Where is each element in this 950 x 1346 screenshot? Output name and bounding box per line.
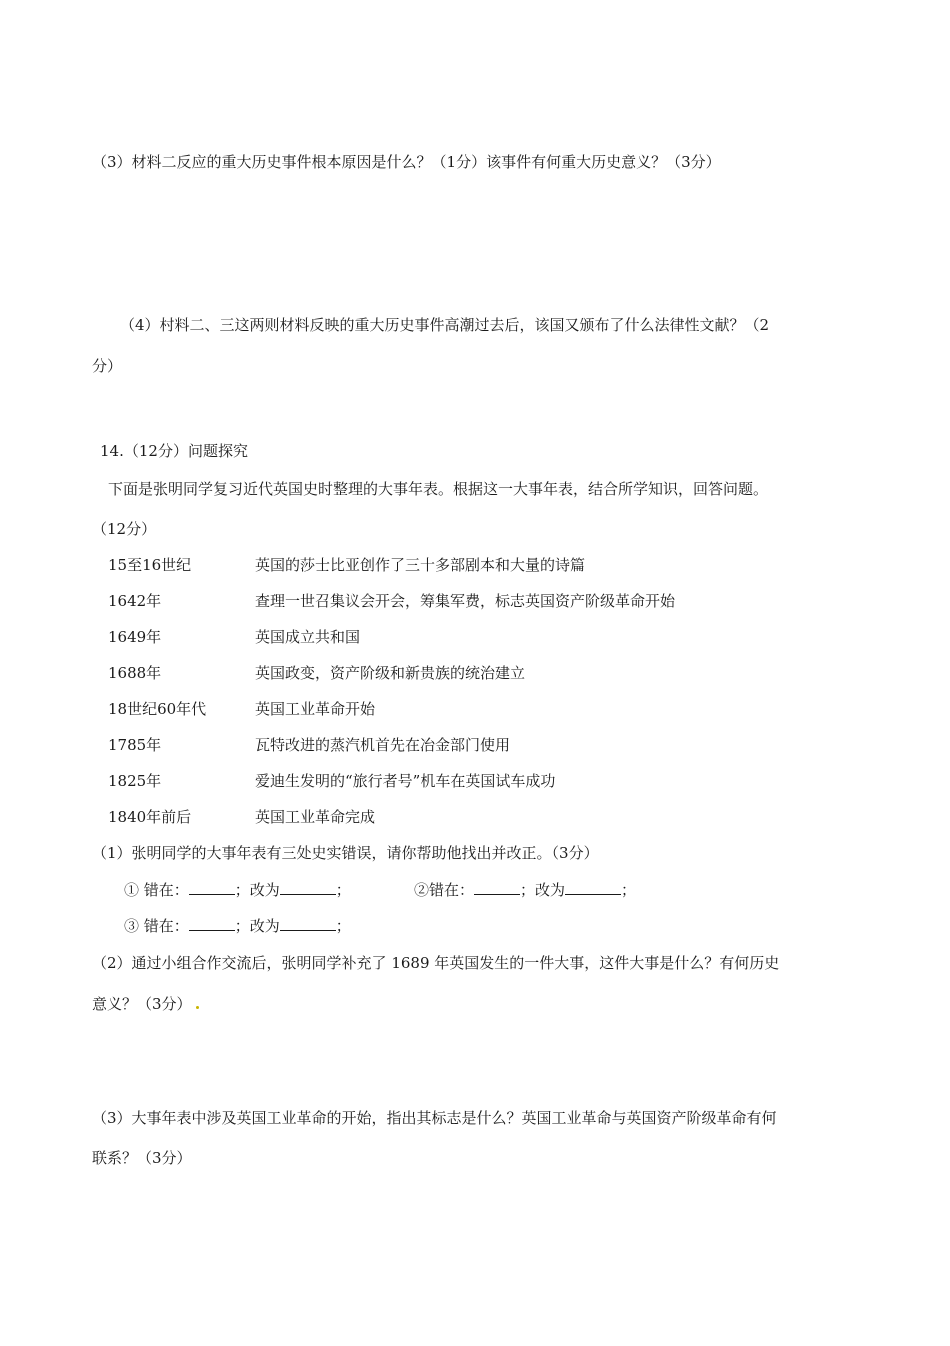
- end-mark: ；: [335, 917, 351, 935]
- timeline-time: 1785年: [108, 736, 162, 754]
- answer-line-3: [124, 916, 351, 936]
- timeline-time: 1649年: [108, 628, 162, 646]
- question-14-header: 14.（12分）问题探究: [100, 442, 248, 460]
- question-14-intro-line2: （12分）: [92, 520, 157, 538]
- change-to-label: ；改为: [520, 881, 566, 899]
- question-13-part-4-line1: （4）村料二、三这两则材料反映的重大历史事件高潮过去后，该国又颁布了什么法律性文献？（2: [120, 316, 770, 334]
- timeline-event: 英国的莎士比亚创作了三十多部剧本和大量的诗篇: [255, 556, 586, 574]
- end-mark: ；: [621, 881, 637, 899]
- blank-3-wrong-input[interactable]: [189, 916, 235, 931]
- blank-1-correct-input[interactable]: [280, 880, 336, 895]
- blank-1-wrong-input[interactable]: [189, 880, 235, 895]
- timeline-event: 英国工业革命开始: [255, 700, 376, 718]
- timeline-time: 1840年前后: [108, 808, 192, 826]
- timeline-time: 1688年: [108, 664, 162, 682]
- answer-line-1: [124, 880, 351, 900]
- question-14-intro-line1: 下面是张明同学复习近代英国史时整理的大事年表。根据这一大事年表，结合所学知识，回答问题。: [108, 480, 769, 498]
- timeline-time: 1825年: [108, 772, 162, 790]
- timeline-event: 英国政变，资产阶级和新贵族的统治建立: [255, 664, 526, 682]
- change-to-label: ；改为: [234, 917, 280, 935]
- blank-2-wrong-input[interactable]: [474, 880, 520, 895]
- blank-2-correct-input[interactable]: [565, 880, 621, 895]
- subquestion-2-line1: （2）通过小组合作交流后，张明同学补充了 1689 年英国发生的一件大事，这件大事是什么？有何历史: [92, 954, 780, 972]
- blank-2-label: ②错在：: [414, 881, 475, 899]
- stray-mark-icon: [196, 1006, 199, 1009]
- timeline-time: 15至16世纪: [108, 556, 192, 574]
- timeline-event: 查理一世召集议会开会，筹集军费，标志英国资产阶级革命开始: [255, 592, 676, 610]
- blank-3-label: ③ 错在：: [124, 917, 189, 935]
- subquestion-3-line1: （3）大事年表中涉及英国工业革命的开始，指出其标志是什么？英国工业革命与英国资产阶级革命有何: [92, 1109, 777, 1127]
- timeline-event: 英国工业革命完成: [255, 808, 376, 826]
- timeline-event: 爱迪生发明的“旅行者号”机车在英国试车成功: [255, 772, 556, 790]
- timeline-time: 18世纪60年代: [108, 700, 207, 718]
- timeline-event: 瓦特改进的蒸汽机首先在冶金部门使用: [255, 736, 511, 754]
- blank-1-label: ① 错在：: [124, 881, 189, 899]
- subquestion-3-line2: 联系？（3分）: [92, 1149, 192, 1167]
- change-to-label: ；改为: [234, 881, 280, 899]
- answer-line-2: [414, 880, 636, 900]
- timeline-event: 英国成立共和国: [255, 628, 361, 646]
- question-13-part-3: （3）材料二反应的重大历史事件根本原因是什么？（1分）该事件有何重大历史意义？（3分）: [92, 153, 721, 171]
- end-mark: ；: [335, 881, 351, 899]
- timeline-time: 1642年: [108, 592, 162, 610]
- blank-3-correct-input[interactable]: [280, 916, 336, 931]
- subquestion-1: （1）张明同学的大事年表有三处史实错误，请你帮助他找出并改正。（3分）: [92, 844, 599, 862]
- question-13-part-4-line2: 分）: [92, 357, 123, 375]
- subquestion-2-line2: 意义？（3分）: [92, 994, 199, 1014]
